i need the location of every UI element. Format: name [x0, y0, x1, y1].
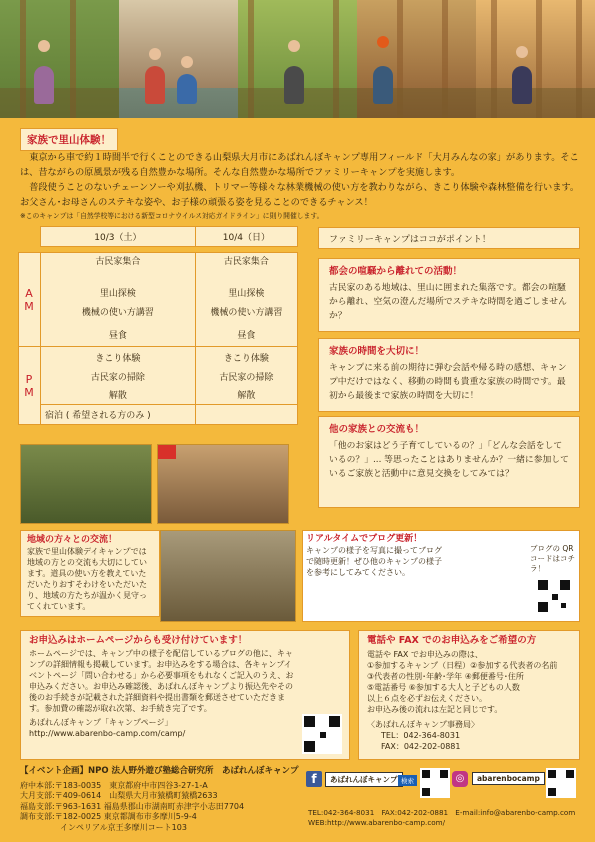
point-card — [318, 416, 580, 508]
point-body: キャンプに来る前の期待に弾む会話や帰る時の感想、キャンプ中だけではなく、移動の時間も貴重な家族の時間です。最初から最後まで家族の時間を大切に！ — [329, 363, 567, 401]
contact-line: TEL:042-364-8031 FAX:042-202-0881 E-mail:info@abarenbo-camp.com — [308, 808, 576, 817]
instagram-tag[interactable]: abarenbocamp — [472, 772, 545, 785]
photo-forest-4 — [476, 0, 595, 118]
intro-text — [20, 150, 580, 210]
phone-line: 以上６点を必ずお伝えください。 — [367, 694, 487, 703]
blog-text — [306, 534, 444, 578]
pm-day2-item: きこり体験 — [195, 347, 297, 369]
photo-locals — [160, 530, 296, 622]
photo-strip — [0, 0, 595, 118]
point-body: 「他のお家はどう子育てしているの？」「どんな会話をしているの？」... 等思ったことはありませんか？一緒に参加しているご家族と活動中に意見交換をしてみては？ — [329, 441, 569, 479]
blog-qr-code[interactable] — [536, 578, 572, 614]
am-label: A M — [19, 253, 41, 347]
point-card — [318, 338, 580, 412]
intro-title: 家族で里山体験！ — [20, 128, 118, 151]
photo-forest-1 — [0, 0, 119, 118]
address-line: 調布支部:〒182-0025 東京都調布市多摩川5-9-4 — [20, 812, 197, 821]
facebook-icon[interactable]: f — [306, 771, 322, 787]
phone-line: 電話や FAX でお申込みの際は、 — [367, 650, 483, 659]
stay-option: 宿泊 ( 希望される方のみ ) — [41, 405, 196, 425]
apply-phone-box — [358, 630, 580, 760]
address-line: インペリアル京王多摩川コート103 — [20, 822, 187, 832]
am-day2-item: 機械の使い方講習 — [195, 301, 297, 323]
blog-qr-label: ブログの QR コードはコチラ！ — [530, 544, 575, 573]
apply-heading: お申込みはホームページからも受け付けています！ — [29, 635, 248, 646]
camp-page-qr-code[interactable] — [302, 714, 342, 754]
am-day1-item: 里山探検 — [41, 285, 196, 301]
apply-url-link[interactable]: http://www.abarenbo-camp.com/camp/ — [29, 729, 186, 738]
office-fax: FAX：042-202-0881 — [381, 742, 461, 751]
website-link[interactable]: WEB:http://www.abarenbo-camp.com/ — [308, 818, 446, 827]
schedule-table — [18, 226, 298, 425]
am-day1-item: 古民家集合 — [41, 253, 196, 269]
guideline-note: ※このキャンプは「自然学校等における新型コロナウイルス対応ガイドライン」に則り開催します。 — [20, 212, 324, 220]
phone-line: ⑤電話番号 ⑥参加する大人と子どもの人数 — [367, 683, 520, 692]
address-line: 大月支部:〒409-0614 山梨県大月市猿橋町猿橋2633 — [20, 791, 218, 800]
local-exchange-box — [20, 530, 160, 617]
schedule-day-1: 10/3（土） — [41, 227, 196, 247]
organizer: 【イベント企画】NPO 法人野外遊び塾総合研究所 あばれんぼキャンプ — [20, 766, 299, 776]
office-tel: TEL：042-364-8031 — [381, 731, 461, 740]
point-heading: 家族の時間を大切に！ — [329, 346, 425, 357]
am-day2-item: 里山探検 — [195, 285, 297, 301]
lunch-day2: 昼食 — [195, 323, 297, 347]
photo-kids-forest — [20, 444, 152, 524]
apply-web-box — [20, 630, 350, 760]
instagram-qr-code[interactable] — [546, 768, 576, 798]
instagram-icon[interactable]: ◎ — [452, 771, 468, 787]
phone-line: ①参加するキャンプ（日程）②参加する代表者の名前 — [367, 661, 558, 670]
photo-forest-2 — [238, 0, 357, 118]
pm-day1-item: 古民家の掃除 — [41, 369, 196, 385]
photo-workshop — [119, 0, 238, 118]
intro-paragraph-1: 東京から車で約１時間半で行くことのできる山梨県大月市にあばれんぼキャンプ専用フィールド「大月みんなの家」があります。そこは、昔ながらの原風景が残る自然豊かな場所。そんな自然豊かな場所でファミリーキャンプを実施します。 — [20, 152, 579, 178]
address-line: 福島支部:〒963-1631 福島県郡山市湖南町赤津字小志田7704 — [20, 801, 245, 811]
phone-line: ③代表者の性別･年齢･学年 ④郵便番号･住所 — [367, 672, 524, 681]
phone-heading: 電話や FAX でのお申込みをご希望の方 — [367, 635, 537, 646]
blog-body: キャンプの様子を写真に撮ってブログで随時更新！ぜひ他のキャンプの様子を参考にしてみてください。 — [306, 546, 442, 577]
pm-day1-item: 解散 — [41, 385, 196, 405]
schedule-day-2: 10/4（日） — [195, 227, 297, 247]
local-heading: 地域の方々との交流！ — [27, 535, 118, 545]
point-body: 古民家のある地域は、里山に囲まれた集落です。都会の喧騒から離れ、空気の澄んだ場所でステキな時間を過ごしませんか？ — [329, 283, 567, 321]
search-tag: 検索 — [398, 775, 417, 786]
address-line: 府中本部:〒183-0035 東京都府中市四谷3-27-1-A — [20, 780, 208, 790]
photo-forest-3 — [357, 0, 476, 118]
pm-day1-item: きこり体験 — [41, 347, 196, 369]
phone-line: お申込み後の流れは左記と同じです。 — [367, 705, 503, 714]
point-heading: 都会の喧騒から離れての活動！ — [329, 266, 463, 277]
photo-child-helmet — [157, 444, 289, 524]
am-day1-item: 機械の使い方講習 — [41, 301, 196, 323]
apply-body: ホームページでは、キャンプ中の様子を配信しているブログの他に、キャンプの詳細情報も掲載しています。お申込みをする場合は、各キャンプイベントページ「問い合わせる」から必要事項をもれなくご記入のうえ、お申込みください。お申込み確認後、あばれんぼキャンプより振込先やその後のお手続きが記載された詳細資料や提出書類を郵送させていただきます。参加費の確認が取れ次第、お手続き完了です。 — [29, 649, 294, 713]
pm-label: P M — [19, 347, 41, 425]
pm-day2-item: 解散 — [195, 385, 297, 405]
blog-heading: リアルタイムでブログ更新！ — [306, 534, 423, 544]
am-day2-item: 古民家集合 — [195, 253, 297, 269]
office-name: 〈あばれんぼキャンプ事務局〉 — [367, 720, 479, 729]
apply-page-name: あばれんぼキャンプ「キャンプページ」 — [29, 718, 173, 727]
points-title: ファミリーキャンプはココがポイント！ — [318, 227, 580, 249]
point-card — [318, 258, 580, 332]
facebook-qr-code[interactable] — [420, 768, 450, 798]
point-heading: 他の家族との交流も！ — [329, 424, 425, 435]
contact-info — [308, 808, 575, 828]
lunch-day1: 昼食 — [41, 323, 196, 347]
intro-paragraph-2: 普段使うことのないチェーンソーや刈払機、トリマー等様々な林業機械の使い方を教わりながら、きこり体験や森林整備を行います。お父さん･お母さんのステキな姿や、お子様の頑張る姿を見ることのできるチャンス！ — [20, 182, 580, 208]
footer — [20, 766, 299, 833]
pm-day2-item: 古民家の掃除 — [195, 369, 297, 385]
local-body: 家族で里山体験デイキャンプでは地域の方との交流も大切にしています。道具の使い方を教えていただいたりおすそわけをいただいたり、地域の方たちが温かく見守ってくれています。 — [27, 547, 147, 611]
facebook-tag[interactable]: あばれんぼキャンプ — [325, 772, 403, 787]
